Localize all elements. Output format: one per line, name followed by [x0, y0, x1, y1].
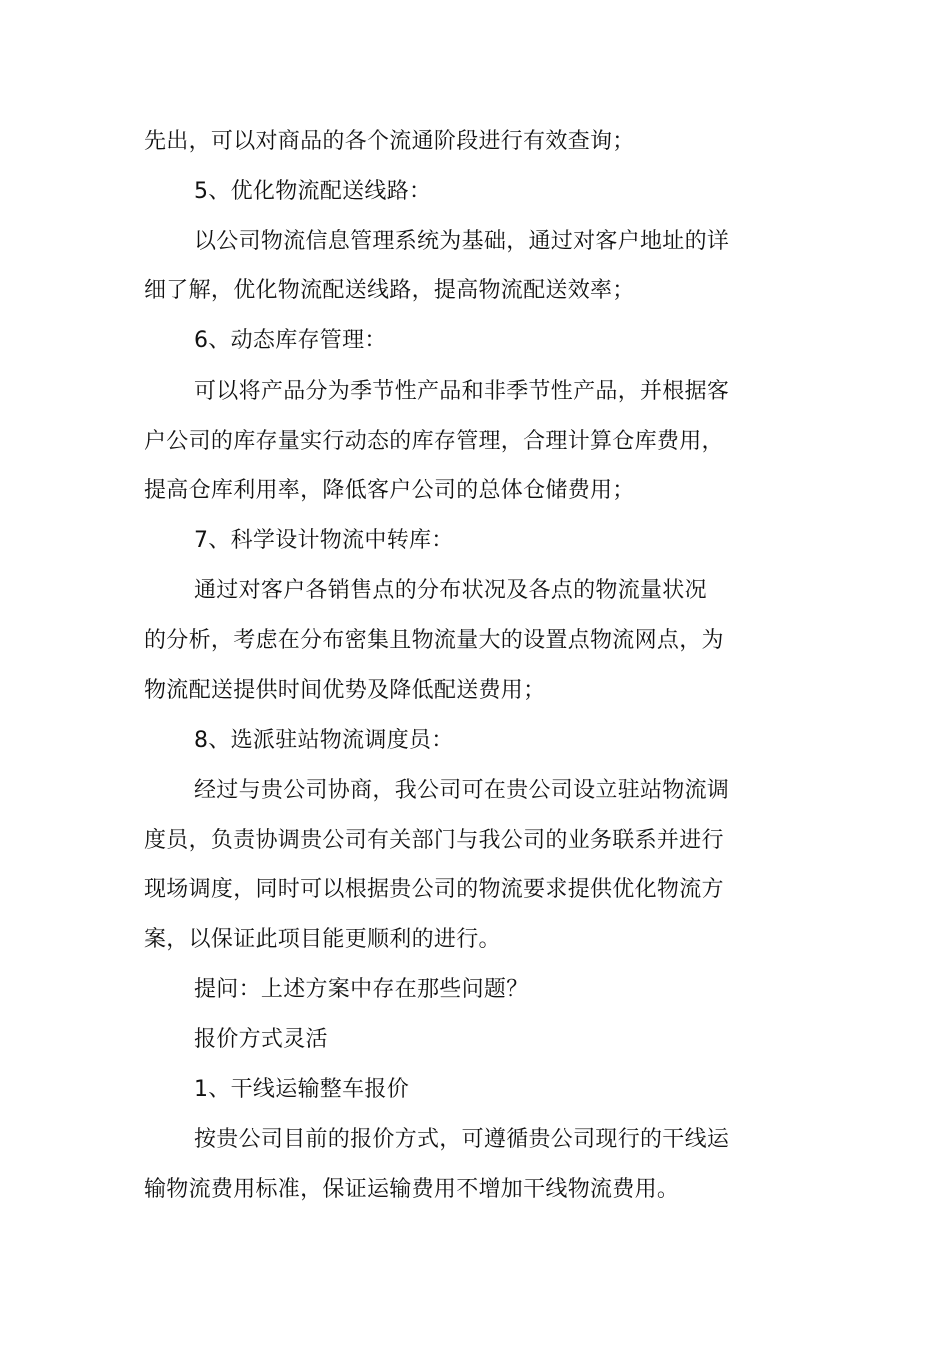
section-heading: 7、科学设计物流中转库：	[194, 528, 454, 553]
text-line: 以公司物流信息管理系统为基础，通过对客户地址的详	[194, 229, 730, 254]
text-line: 现场调度，同时可以根据贵公司的物流要求提供优化物流方	[144, 877, 724, 902]
text-line: 输物流费用标准，保证运输费用不增加干线物流费用。	[144, 1177, 680, 1202]
text-line: 通过对客户各销售点的分布状况及各点的物流量状况	[194, 578, 707, 603]
text-line: 提高仓库利用率，降低客户公司的总体仓储费用；	[144, 478, 635, 503]
section-heading: 5、优化物流配送线路：	[194, 179, 432, 204]
text-line: 户公司的库存量实行动态的库存管理，合理计算仓库费用，	[144, 429, 724, 454]
text-line: 度员，负责协调贵公司有关部门与我公司的业务联系并进行	[144, 828, 724, 853]
text-line: 的分析，考虑在分布密集且物流量大的设置点物流网点，为	[144, 628, 724, 653]
text-line: 按贵公司目前的报价方式，可遵循贵公司现行的干线运	[194, 1127, 730, 1152]
section-heading: 报价方式灵活	[194, 1027, 328, 1052]
text-line: 案，以保证此项目能更顺利的进行。	[144, 927, 501, 952]
text-line: 物流配送提供时间优势及降低配送费用；	[144, 678, 546, 703]
text-line: 先出，可以对商品的各个流通阶段进行有效查询；	[144, 129, 635, 154]
text-line: 细了解，优化物流配送线路，提高物流配送效率；	[144, 278, 635, 303]
section-heading: 1、干线运输整车报价	[194, 1077, 409, 1102]
section-heading: 6、动态库存管理：	[194, 328, 387, 353]
text-line: 可以将产品分为季节性产品和非季节性产品，并根据客	[194, 379, 730, 404]
section-heading: 8、选派驻站物流调度员：	[194, 728, 454, 753]
question-line: 提问：上述方案中存在那些问题？	[194, 977, 529, 1002]
text-line: 经过与贵公司协商，我公司可在贵公司设立驻站物流调	[194, 778, 730, 803]
